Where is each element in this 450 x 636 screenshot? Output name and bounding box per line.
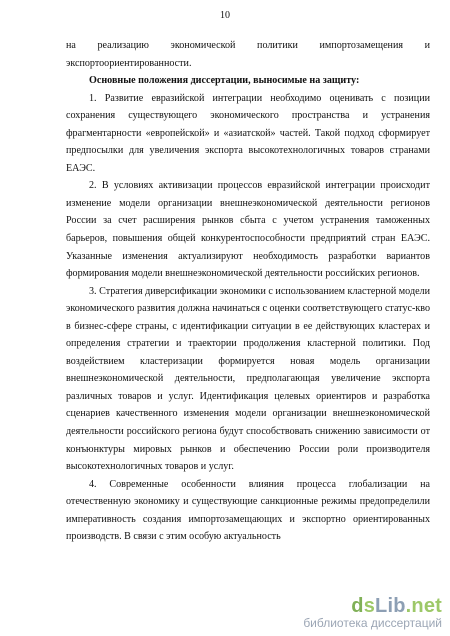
watermark-tagline: библиотека диссертаций [303,616,442,630]
dslib-watermark [303,596,442,630]
paragraph-thesis-3: 3. Стратегия диверсификации экономики с использованием кластерной модели экономического развития должна начинаться с оценки соответствующего статус-кво в бизнес-сфере страны, с идентификации ситуации в ее действующих кластерах и определения стратегии и траектории продолжения кластерной политики. Под воздействием кластеризации формируется новая модель организации внешнеэкономической деятельности, предполагающая увеличение экспорта различных товаров и услуг. Идентификация целевых ориентиров и разработка сценариев качественного изменения модели организации внешнеэкономической деятельности российского региона будут способствовать снижению зависимости от конъюнктуры мировых рынков и обеспечению России роли производителя высокотехнологичных товаров и услуг. [66,285,430,473]
paragraph-thesis-2: 2. В условиях активизации процессов евразийской интеграции происходит изменение модели организации внешнеэкономической деятельности регионов России за счет расширения рынков сбыта с учетом устранения таможенных барьеров, повышения общей конкурентоспособности предприятий стран ЕАЭС. Указанные изменения актуализируют необходимость разработки вариантов формирования модели внешнеэкономической деятельности российских регионов. [66,180,430,280]
paragraph-continuation: на реализацию экономической политики импортозамещения и экспортоориентированности. [66,40,430,69]
document-body [66,37,430,546]
paragraph-thesis-4: 4. Современные особенности влияния процесса глобализации на отечественную экономику и существующие санкционные режимы предопределили императивность создания импортозамещающих и экспортно ориентированных производств. В связи с этим особую актуальность [66,478,430,543]
section-heading: Основные положения диссертации, выносимые на защиту: [89,75,360,87]
paragraph-thesis-1: 1. Развитие евразийской интеграции необходимо оценивать с позиции сохранения существующего экономического пространства и устранения фрагментарности «европейской» и «азиатской» частей. Такой подход сформирует предпосылки для увеличения экспорта высокотехнологичных товаров странами ЕАЭС. [66,92,430,174]
watermark-logo: dsLib.net [351,595,442,617]
page-number: 10 [220,10,230,21]
